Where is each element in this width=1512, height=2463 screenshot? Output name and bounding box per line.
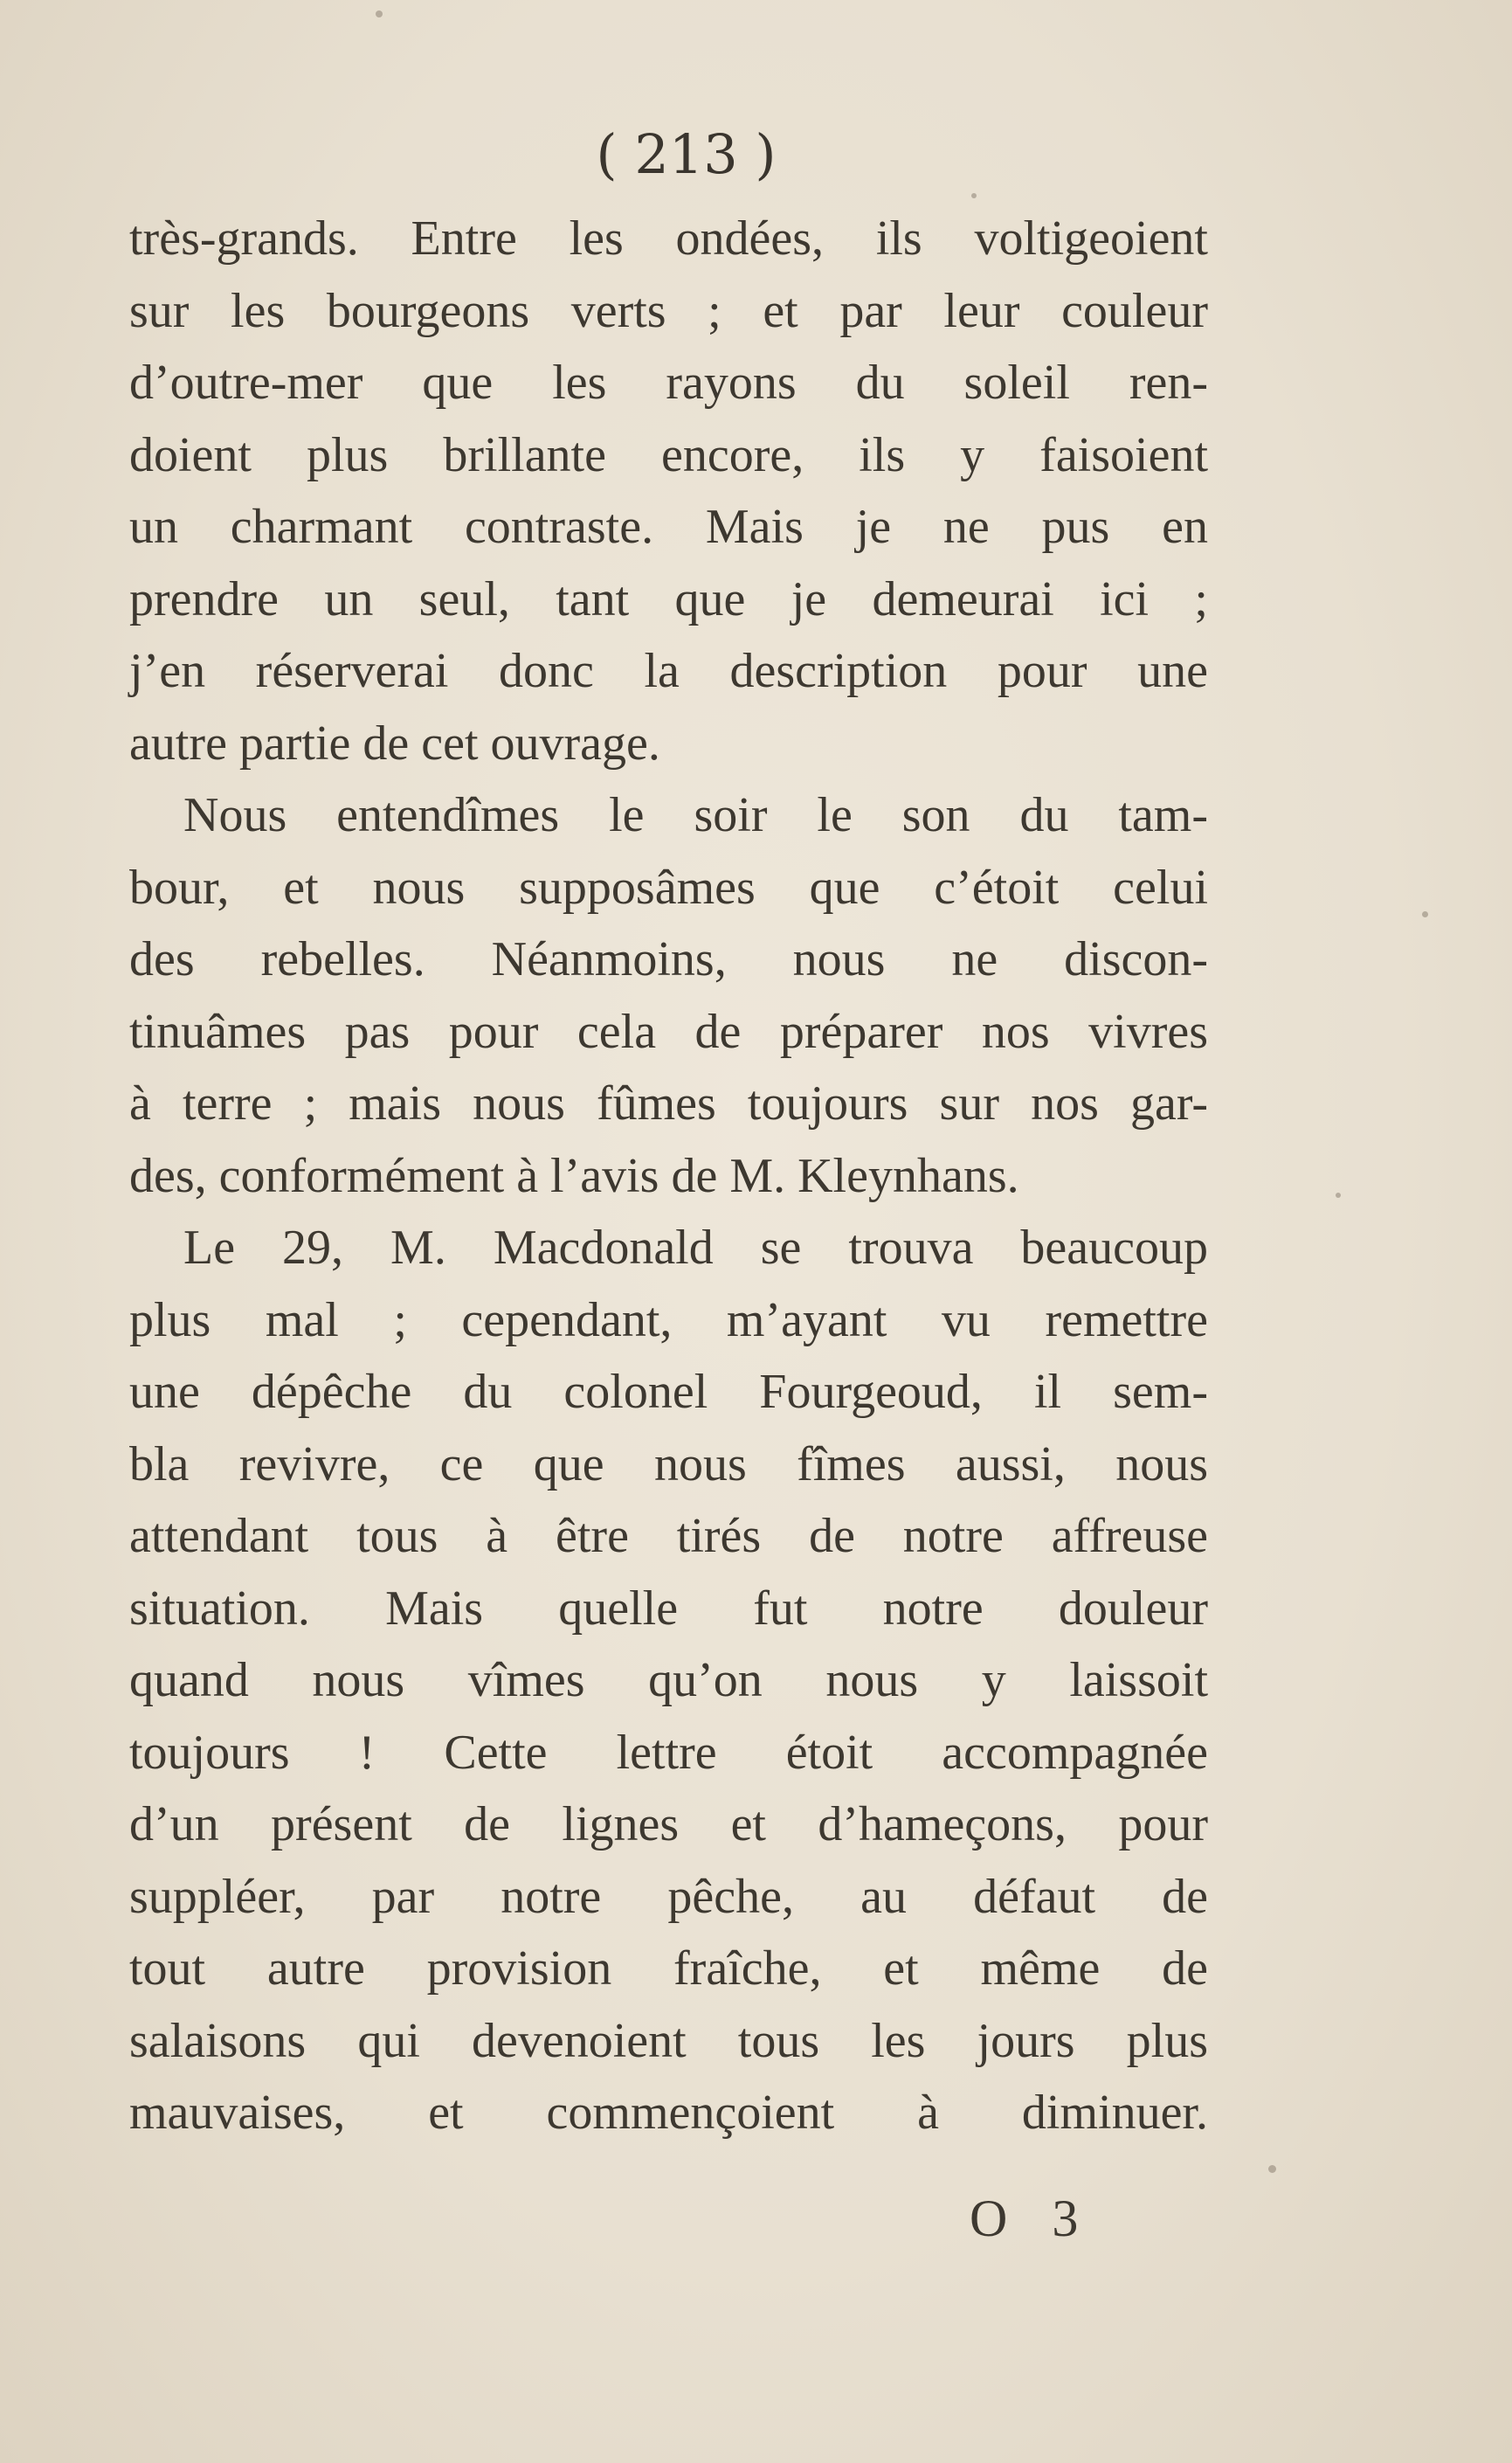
- text-line: autre partie de cet ouvrage.: [129, 716, 660, 771]
- text-line: tout autre provision fraîche, et même de: [129, 1941, 1208, 1996]
- paragraph-1: [129, 203, 1208, 779]
- text-line: suppléer, par notre pêche, au défaut de: [129, 1869, 1208, 1924]
- text-line: très-grands. Entre les ondées, ils voltigeoient: [129, 211, 1208, 266]
- text-line: d’outre-mer que les rayons du soleil ren-: [129, 356, 1208, 410]
- text-line: quand nous vîmes qu’on nous y laissoit: [129, 1653, 1208, 1707]
- text-line: salaisons qui devenoient tous les jours plus: [129, 2013, 1208, 2068]
- text-line: mauvaises, et commençoient à diminuer.: [129, 2086, 1208, 2140]
- text-line: sur les bourgeons verts ; et par leur couleur: [129, 283, 1208, 338]
- text-line: j’en réserverai donc la description pour une: [129, 644, 1208, 698]
- text-line: Nous entendîmes le soir le son du tam-: [183, 788, 1208, 842]
- text-line: bla revivre, ce que nous fîmes aussi, nous: [129, 1436, 1208, 1491]
- paper-spot: [1336, 1193, 1341, 1198]
- signature-mark: O 3: [970, 2190, 1094, 2247]
- text-line: prendre un seul, tant que je demeurai ici ;: [129, 571, 1208, 626]
- text-line: bour, et nous supposâmes que c’étoit celui: [129, 860, 1208, 915]
- text-line: une dépêche du colonel Fourgeoud, il sem-: [129, 1365, 1208, 1419]
- text-line: doient plus brillante encore, ils y faisoient: [129, 427, 1208, 482]
- text-line: situation. Mais quelle fut notre douleur: [129, 1581, 1208, 1636]
- text-line: attendant tous à être tirés de notre affreuse: [129, 1509, 1208, 1563]
- text-line: un charmant contraste. Mais je ne pus en: [129, 500, 1208, 554]
- text-line: toujours ! Cette lettre étoit accompagnée: [129, 1725, 1208, 1780]
- paper-spot: [1268, 2165, 1276, 2173]
- paper-spot: [1422, 911, 1428, 917]
- paper-spot: [376, 10, 383, 17]
- text-line: des, conformément à l’avis de M. Kleynhans.: [129, 1148, 1019, 1203]
- body-text: [129, 203, 1208, 2149]
- page-number: ( 213 ): [596, 122, 777, 186]
- paper-spot: [971, 193, 977, 198]
- text-line: Le 29, M. Macdonald se trouva beaucoup: [183, 1221, 1208, 1275]
- paragraph-2: [129, 779, 1208, 1212]
- text-line: tinuâmes pas pour cela de préparer nos vivres: [129, 1004, 1208, 1059]
- text-line: plus mal ; cependant, m’ayant vu remettre: [129, 1292, 1208, 1347]
- paragraph-3: [129, 1212, 1208, 2149]
- text-line: d’un présent de lignes et d’hameçons, pour: [129, 1797, 1208, 1851]
- text-line: à terre ; mais nous fûmes toujours sur nos gar-: [129, 1076, 1208, 1131]
- text-line: des rebelles. Néanmoins, nous ne discon-: [129, 932, 1208, 986]
